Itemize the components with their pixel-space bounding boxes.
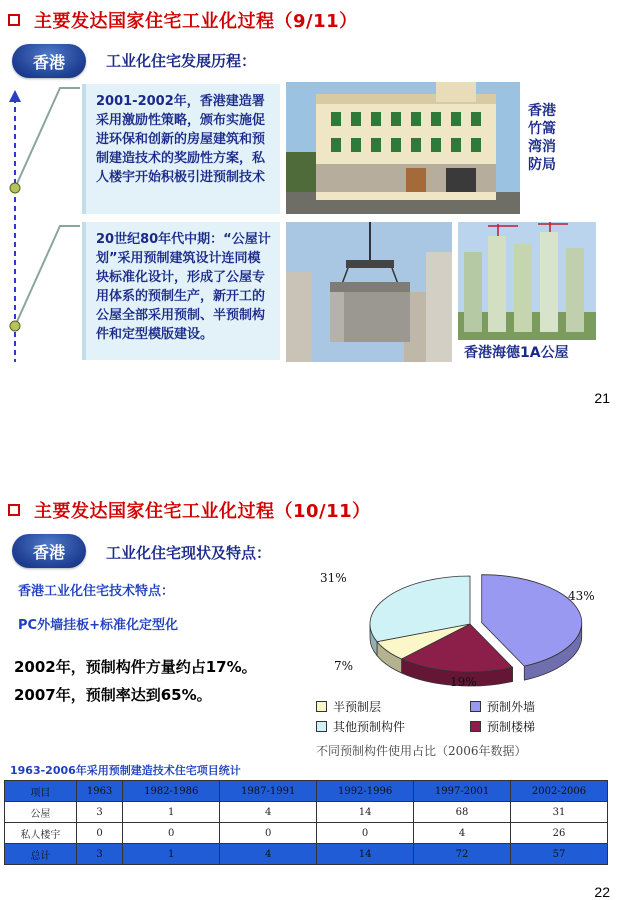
page-number-22: 22 [594, 884, 610, 900]
chart-caption: 不同预制构件使用占比（2006年数据） [316, 744, 527, 758]
table-cell: 57 [511, 844, 608, 865]
table-cell: 14 [317, 844, 414, 865]
slide1-title: 主要发达国家住宅工业化过程（9/11） [34, 11, 358, 32]
timeline-connector-1 [15, 88, 80, 188]
table-cell: 0 [220, 823, 317, 844]
legend-label: 半预制层 [333, 700, 382, 714]
legend-item-precast-stairs [470, 718, 535, 735]
table-cell: 3 [76, 844, 122, 865]
timeline-connector-2 [15, 226, 80, 326]
table-cell: 0 [123, 823, 220, 844]
fire-station-caption: 香港竹篙湾消防局 [528, 103, 556, 173]
features-item: PC外墙挂板+标准化定型化 [18, 618, 178, 633]
slide2-title-row [8, 498, 371, 522]
legend-label: 其他预制构件 [333, 720, 406, 734]
table-cell: 3 [76, 802, 122, 823]
timeline-text-1980s: 20世纪80年代中期：“公屋计划”采用预制建筑设计连同模块标准化设计，形成了公屋专用体系的预制生产，新开工的公屋全部采用预制、半预制构件和定型模版建设。 [82, 222, 280, 360]
table-cell: 公屋 [5, 802, 77, 823]
square-bullet-icon [8, 504, 20, 516]
table-header-cell: 1987-1991 [220, 781, 317, 802]
legend-label: 预制楼梯 [487, 720, 536, 734]
statistics-table [4, 780, 608, 865]
table-cell: 14 [317, 802, 414, 823]
timeline-node-icon [10, 183, 20, 193]
fact-2002: 2002年，预制构件方量约占17%。 [14, 658, 257, 676]
table-header-cell: 1982-1986 [123, 781, 220, 802]
table-row [5, 844, 608, 865]
legend-swatch [316, 721, 327, 732]
table-cell: 总计 [5, 844, 77, 865]
pie-label: 7% [334, 659, 354, 673]
pie-chart [300, 562, 600, 702]
table-cell: 4 [220, 802, 317, 823]
table-cell: 私人楼宇 [5, 823, 77, 844]
table-cell: 68 [414, 802, 511, 823]
table-header-row [5, 781, 608, 802]
pie-label: 43% [568, 589, 595, 603]
estate-caption: 香港海德1A公屋 [464, 345, 569, 361]
fire-station-photo [286, 82, 520, 214]
table-cell: 4 [414, 823, 511, 844]
table-row [5, 802, 608, 823]
table-header-cell: 2002-2006 [511, 781, 608, 802]
slide2-subtitle: 工业化住宅现状及特点： [106, 544, 272, 562]
crane-lifting-photo [286, 222, 452, 362]
legend-item-precast-facade [470, 698, 535, 715]
timeline-graphic [0, 80, 90, 370]
slide-22 [0, 450, 624, 900]
table-title: 1963-2006年采用预制建造技术住宅项目统计 [10, 764, 241, 777]
square-bullet-icon [8, 14, 20, 26]
table-cell: 4 [220, 844, 317, 865]
features-heading: 香港工业化住宅技术特点： [18, 584, 175, 599]
table-cell: 1 [123, 844, 220, 865]
legend-item-other-components [316, 718, 405, 735]
pie-label: 19% [450, 675, 477, 689]
legend-swatch [316, 701, 327, 712]
table-cell: 0 [317, 823, 414, 844]
table-cell: 26 [511, 823, 608, 844]
table-header-cell: 1997-2001 [414, 781, 511, 802]
legend-item-semi-precast-floor [316, 698, 381, 715]
table-header-cell: 1963 [76, 781, 122, 802]
table-cell: 0 [76, 823, 122, 844]
slide2-title: 主要发达国家住宅工业化过程（10/11） [34, 501, 371, 522]
table-cell: 1 [123, 802, 220, 823]
legend-swatch [470, 701, 481, 712]
table-row [5, 823, 608, 844]
timeline-node-icon [10, 321, 20, 331]
slide1-title-row [8, 8, 358, 32]
table-cell: 72 [414, 844, 511, 865]
page-number-21: 21 [594, 390, 610, 406]
pie-label: 31% [320, 571, 347, 585]
slide1-subtitle: 工业化住宅发展历程： [106, 52, 257, 70]
table-cell: 31 [511, 802, 608, 823]
legend-swatch [470, 721, 481, 732]
timeline-text-2001: 2001-2002年，香港建造署采用激励性策略，颁布实施促进环保和创新的房屋建筑和预制建造技术的奖励性方案，私人楼宇开始积极引进预制技术 [82, 84, 280, 214]
hong-kong-badge: 香港 [12, 44, 86, 78]
legend-label: 预制外墙 [487, 700, 536, 714]
table-header-cell: 项目 [5, 781, 77, 802]
timeline-arrow-icon [9, 90, 21, 102]
estate-towers-photo [458, 222, 596, 340]
table-header-cell: 1992-1996 [317, 781, 414, 802]
fact-2007: 2007年，预制率达到65%。 [14, 686, 212, 704]
hong-kong-badge: 香港 [12, 534, 86, 568]
